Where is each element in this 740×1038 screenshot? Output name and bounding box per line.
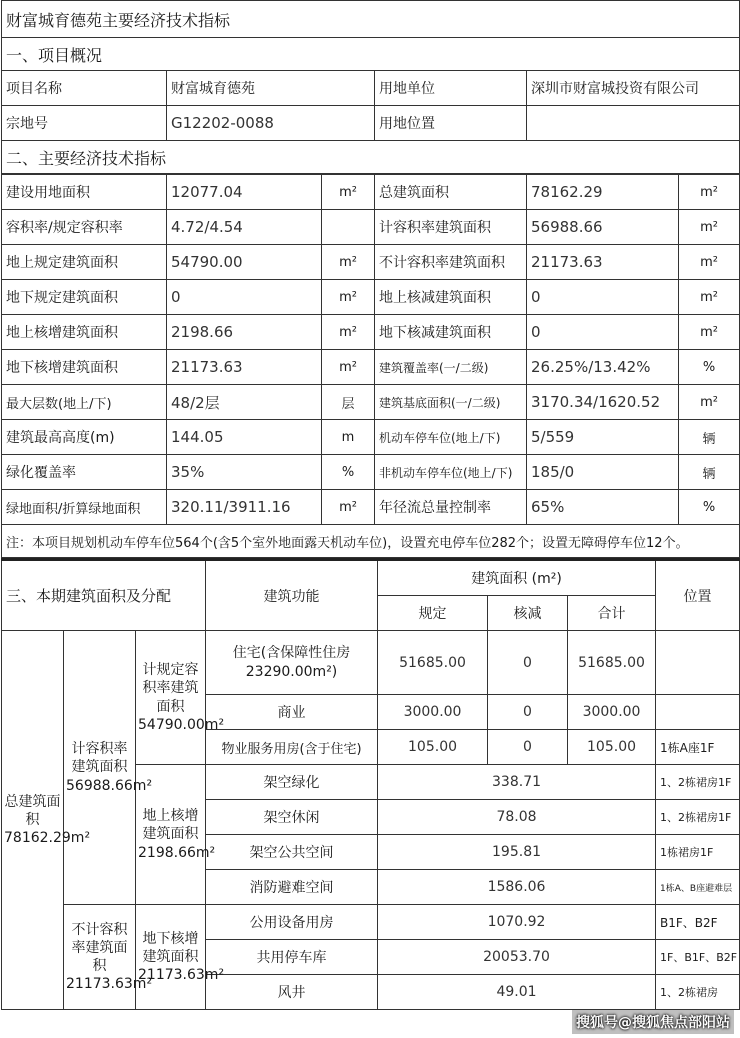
unit: 辆 — [679, 455, 740, 490]
value: 3170.34/1620.52 — [527, 385, 679, 420]
val: 338.71 — [378, 765, 656, 800]
table-row — [2, 210, 740, 245]
total: 51685.00 — [568, 631, 656, 695]
label: 不计容积率建筑面积 — [375, 245, 527, 280]
label: 建筑基底面积(一/二级) — [375, 385, 527, 420]
table-row — [2, 280, 740, 315]
table-row — [2, 175, 740, 210]
label: 最大层数(地上/下) — [2, 385, 167, 420]
label: 年径流总量控制率 — [375, 490, 527, 525]
table-row — [2, 420, 740, 455]
label: 用地单位 — [375, 71, 527, 106]
label: 建筑最高高度(m) — [2, 420, 167, 455]
value: 0 — [167, 280, 322, 315]
value: 12077.04 — [167, 175, 322, 210]
far-area-label: 计容积率建筑面积56988.66m² — [64, 631, 136, 905]
func: 风井 — [206, 975, 378, 1010]
func: 商业 — [206, 695, 378, 730]
table-row — [2, 385, 740, 420]
total: 105.00 — [568, 730, 656, 765]
val: 49.01 — [378, 975, 656, 1010]
unit: m² — [322, 245, 375, 280]
nonfar-label: 不计容积率建筑面积21173.63m² — [64, 905, 136, 1010]
indicator-table — [1, 174, 740, 558]
unit: m² — [322, 490, 375, 525]
val: 78.08 — [378, 800, 656, 835]
value: 26.25%/13.42% — [527, 350, 679, 385]
value: 35% — [167, 455, 322, 490]
col-function: 建筑功能 — [206, 560, 378, 631]
unit: % — [679, 350, 740, 385]
label: 绿化覆盖率 — [2, 455, 167, 490]
table-row — [2, 350, 740, 385]
unit: m² — [679, 245, 740, 280]
value: 0 — [527, 280, 679, 315]
unit — [322, 210, 375, 245]
label: 地下核减建筑面积 — [375, 315, 527, 350]
plan: 51685.00 — [378, 631, 488, 695]
label: 地上规定建筑面积 — [2, 245, 167, 280]
label: 地上核增建筑面积 — [2, 315, 167, 350]
label: 建筑覆盖率(一/二级) — [375, 350, 527, 385]
func: 共用停车库 — [206, 940, 378, 975]
func: 架空休闲 — [206, 800, 378, 835]
func: 架空公共空间 — [206, 835, 378, 870]
unit: % — [322, 455, 375, 490]
below-add-label: 地下核增建筑面积21173.63m² — [136, 905, 206, 1010]
unit: m² — [679, 175, 740, 210]
loc: 1、2栋裙房1F — [656, 800, 740, 835]
unit: m² — [322, 280, 375, 315]
value: 56988.66 — [527, 210, 679, 245]
table-row — [2, 455, 740, 490]
reduce: 0 — [488, 730, 568, 765]
func: 消防避难空间 — [206, 870, 378, 905]
total-area-label: 总建筑面积78162.29m² — [2, 631, 64, 1010]
loc: B1F、B2F — [656, 905, 740, 940]
label: 用地位置 — [375, 106, 527, 141]
col-total: 合计 — [568, 596, 656, 631]
table-row — [2, 315, 740, 350]
col-area: 建筑面积 (m²) — [378, 560, 656, 596]
loc — [656, 631, 740, 695]
label: 机动车停车位(地上/下) — [375, 420, 527, 455]
value: 48/2层 — [167, 385, 322, 420]
value: 144.05 — [167, 420, 322, 455]
val: 195.81 — [378, 835, 656, 870]
func: 架空绿化 — [206, 765, 378, 800]
loc — [656, 695, 740, 730]
label: 容积率/规定容积率 — [2, 210, 167, 245]
unit: m² — [322, 350, 375, 385]
section1-heading: 一、项目概况 — [2, 38, 740, 71]
label: 绿地面积/折算绿地面积 — [2, 490, 167, 525]
value — [527, 106, 740, 141]
value: 54790.00 — [167, 245, 322, 280]
func: 住宅(含保障性住房23290.00m²) — [206, 631, 378, 695]
unit: m² — [322, 175, 375, 210]
above-add-label: 地上核增建筑面积2198.66m² — [136, 765, 206, 905]
total: 3000.00 — [568, 695, 656, 730]
label: 地下核增建筑面积 — [2, 350, 167, 385]
value: 2198.66 — [167, 315, 322, 350]
distribution-table — [1, 558, 740, 1010]
plan: 105.00 — [378, 730, 488, 765]
val: 1070.92 — [378, 905, 656, 940]
loc: 1栋A、B座避难层 — [656, 870, 740, 905]
label: 计容积率建筑面积 — [375, 210, 527, 245]
table-row — [2, 245, 740, 280]
value: 4.72/4.54 — [167, 210, 322, 245]
label: 地下规定建筑面积 — [2, 280, 167, 315]
val: 1586.06 — [378, 870, 656, 905]
plan: 3000.00 — [378, 695, 488, 730]
loc: 1、2栋裙房1F — [656, 765, 740, 800]
value: G12202-0088 — [167, 106, 375, 141]
label: 宗地号 — [2, 106, 167, 141]
unit: m² — [679, 385, 740, 420]
watermark: 搜狐号@搜狐焦点部阳站 — [572, 1010, 734, 1034]
value: 65% — [527, 490, 679, 525]
value: 21173.63 — [527, 245, 679, 280]
unit: m² — [679, 315, 740, 350]
unit: m² — [679, 210, 740, 245]
value: 320.11/3911.16 — [167, 490, 322, 525]
reduce: 0 — [488, 695, 568, 730]
unit: m² — [679, 280, 740, 315]
label: 非机动车停车位(地上/下) — [375, 455, 527, 490]
unit: 层 — [322, 385, 375, 420]
unit: m — [322, 420, 375, 455]
col-reduce: 核减 — [488, 596, 568, 631]
plan-far-label: 计规定容积率建筑面积54790.00m² — [136, 631, 206, 765]
func: 物业服务用房(含于住宅) — [206, 730, 378, 765]
loc: 1栋A座1F — [656, 730, 740, 765]
value: 78162.29 — [527, 175, 679, 210]
label: 项目名称 — [2, 71, 167, 106]
label: 地上核减建筑面积 — [375, 280, 527, 315]
reduce: 0 — [488, 631, 568, 695]
unit: m² — [322, 315, 375, 350]
func: 公用设备用房 — [206, 905, 378, 940]
loc: 1F、B1F、B2F — [656, 940, 740, 975]
note: 注：本项目规划机动车停车位564个(含5个室外地面露天机动车位)，设置充电停车位282个；设置无障碍停车位12个。 — [2, 525, 740, 558]
unit: 辆 — [679, 420, 740, 455]
value: 财富城育德苑 — [167, 71, 375, 106]
unit: % — [679, 490, 740, 525]
val: 20053.70 — [378, 940, 656, 975]
section2-heading: 二、主要经济技术指标 — [2, 141, 740, 174]
value: 185/0 — [527, 455, 679, 490]
table-title: 财富城育德苑主要经济技术指标 — [2, 1, 740, 38]
label: 总建筑面积 — [375, 175, 527, 210]
value: 5/559 — [527, 420, 679, 455]
value: 0 — [527, 315, 679, 350]
table-row — [2, 490, 740, 525]
value: 21173.63 — [167, 350, 322, 385]
section3-heading: 三、本期建筑面积及分配 — [2, 560, 206, 631]
project-table — [1, 0, 740, 174]
col-plan: 规定 — [378, 596, 488, 631]
col-location: 位置 — [656, 560, 740, 631]
label: 建设用地面积 — [2, 175, 167, 210]
loc: 1栋裙房1F — [656, 835, 740, 870]
loc: 1、2栋裙房 — [656, 975, 740, 1010]
value: 深圳市财富城投资有限公司 — [527, 71, 740, 106]
